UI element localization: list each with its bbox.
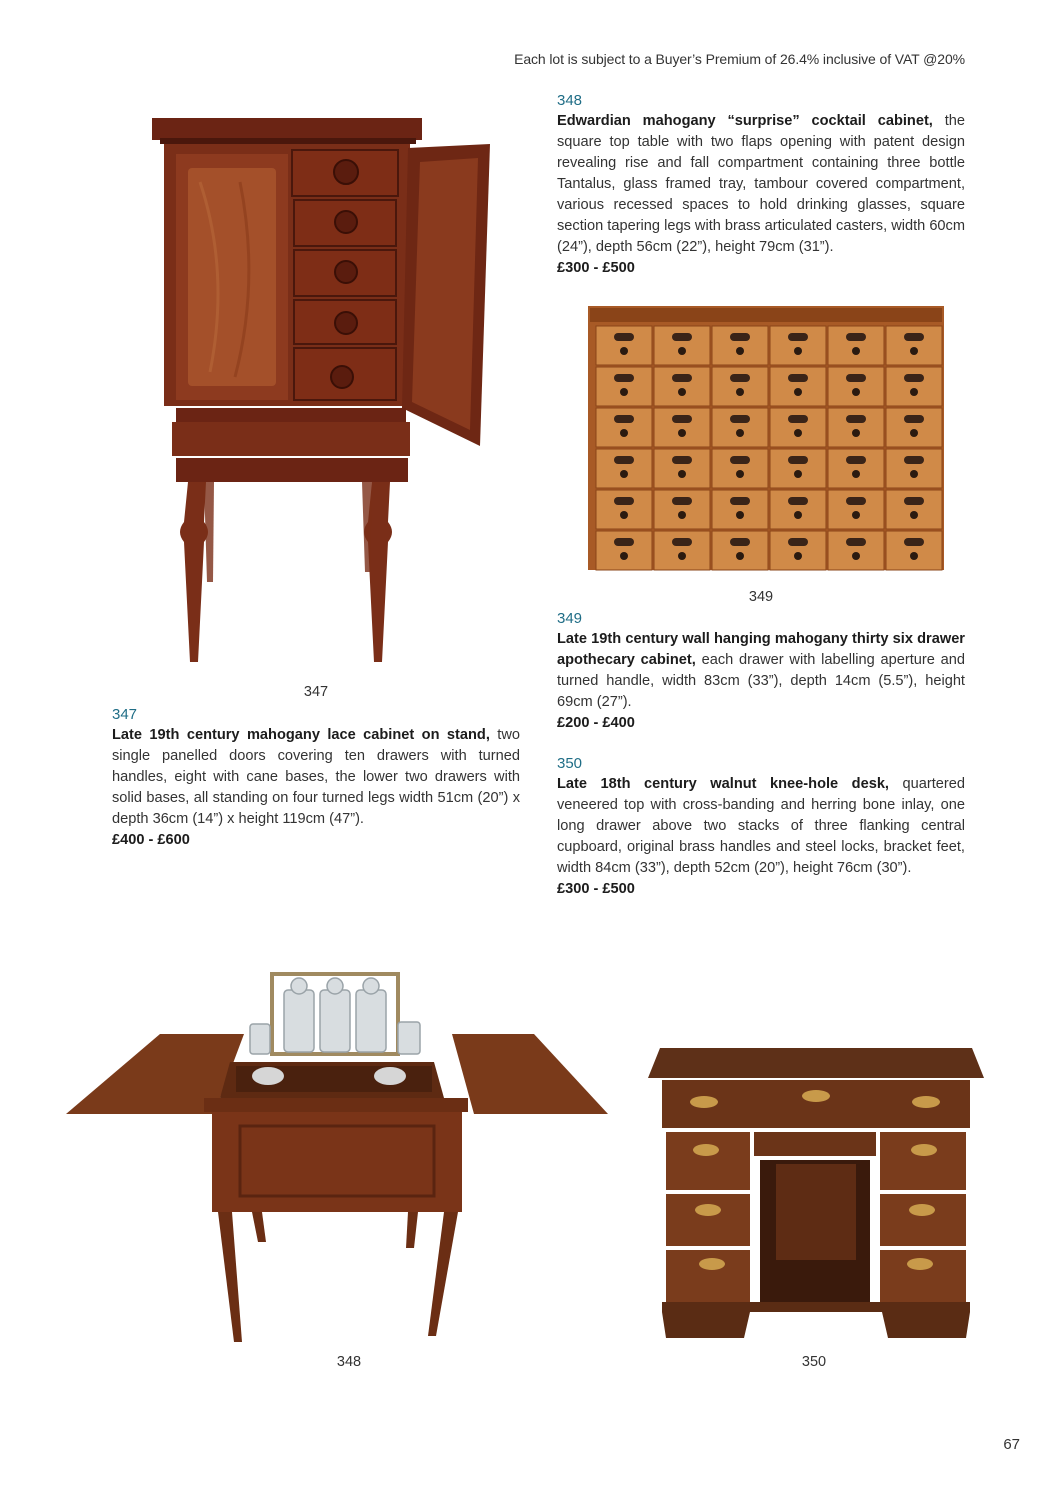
drawer-knob bbox=[620, 552, 628, 560]
drawer-label-aperture bbox=[614, 456, 634, 464]
drawer-knob bbox=[678, 347, 686, 355]
apothecary-drawer bbox=[770, 490, 826, 529]
apothecary-drawer bbox=[712, 367, 768, 406]
drawer-knob bbox=[852, 429, 860, 437]
apothecary-drawer bbox=[596, 531, 652, 570]
drawer-label-aperture bbox=[846, 415, 866, 423]
lot-description: the square top table with two flaps opening with patent design revealing rise and fall compartment containing three bottle Tantalus, glass framed tray, tambour covered compartment, various recessed spaces to hold drinking glasses, square section tapering legs with brass articulated casters, width 60cm (24”), depth 56cm (22”), height 79cm (31”). bbox=[557, 113, 966, 255]
lot-348-photo bbox=[64, 972, 610, 1352]
apothecary-drawer bbox=[654, 408, 710, 447]
apothecary-drawer bbox=[596, 490, 652, 529]
apothecary-cabinet-icon bbox=[588, 306, 946, 572]
apothecary-drawer bbox=[828, 408, 884, 447]
apothecary-drawer bbox=[828, 326, 884, 365]
drawer-knob bbox=[910, 347, 918, 355]
drawer-knob bbox=[794, 511, 802, 519]
drawer-label-aperture bbox=[846, 374, 866, 382]
drawer-knob bbox=[794, 552, 802, 560]
drawer-knob bbox=[678, 552, 686, 560]
drawer-label-aperture bbox=[672, 538, 692, 546]
apothecary-drawer bbox=[712, 490, 768, 529]
drawer-label-aperture bbox=[730, 415, 750, 423]
apothecary-drawer bbox=[770, 449, 826, 488]
drawer-knob bbox=[910, 388, 918, 396]
lot-estimate: £400 - £600 bbox=[112, 832, 190, 848]
drawer-knob bbox=[794, 429, 802, 437]
apothecary-drawer bbox=[712, 449, 768, 488]
apothecary-drawer bbox=[828, 449, 884, 488]
drawer-label-aperture bbox=[672, 415, 692, 423]
drawer-label-aperture bbox=[788, 415, 808, 423]
apothecary-drawer bbox=[828, 531, 884, 570]
drawer-knob bbox=[678, 388, 686, 396]
apothecary-drawer bbox=[770, 531, 826, 570]
apothecary-drawer bbox=[886, 367, 942, 406]
drawer-knob bbox=[736, 347, 744, 355]
drawer-label-aperture bbox=[672, 456, 692, 464]
apothecary-drawer bbox=[712, 326, 768, 365]
apothecary-drawer bbox=[654, 326, 710, 365]
drawer-label-aperture bbox=[730, 333, 750, 341]
lot-description: quartered veneered top with cross-banding and herring bone inlay, one long drawer above two stacks of three flanking central cupboard, original brass handles and steel locks, bracket feet, width 84cm (33”), depth 52cm (20”), height 76cm (30”). bbox=[557, 776, 965, 876]
drawer-label-aperture bbox=[788, 374, 808, 382]
apothecary-drawer bbox=[596, 408, 652, 447]
drawer-label-aperture bbox=[614, 538, 634, 546]
lot-title: Late 18th century walnut knee-hole desk, bbox=[557, 776, 889, 792]
lot-347-entry bbox=[112, 704, 520, 851]
lot-number: 347 bbox=[112, 706, 138, 723]
drawer-knob bbox=[910, 470, 918, 478]
apothecary-drawer bbox=[654, 490, 710, 529]
drawer-knob bbox=[736, 552, 744, 560]
apothecary-drawer bbox=[712, 408, 768, 447]
apothecary-drawer bbox=[886, 449, 942, 488]
lot-number: 349 bbox=[557, 610, 583, 627]
lot-number: 350 bbox=[557, 755, 583, 772]
drawer-knob bbox=[910, 429, 918, 437]
lot-349-photo bbox=[588, 306, 946, 572]
drawer-knob bbox=[794, 470, 802, 478]
lot-estimate: £300 - £500 bbox=[557, 260, 635, 276]
drawer-label-aperture bbox=[730, 497, 750, 505]
drawer-label-aperture bbox=[730, 538, 750, 546]
drawer-knob bbox=[794, 347, 802, 355]
lot-number: 348 bbox=[557, 92, 583, 109]
lot-347-photo bbox=[140, 112, 500, 662]
lot-347-caption: 347 bbox=[303, 684, 329, 700]
drawer-label-aperture bbox=[672, 497, 692, 505]
drawer-label-aperture bbox=[672, 333, 692, 341]
drawer-knob bbox=[910, 552, 918, 560]
lot-title: Late 19th century mahogany lace cabinet on stand, bbox=[112, 727, 490, 743]
drawer-knob bbox=[620, 388, 628, 396]
drawer-label-aperture bbox=[788, 456, 808, 464]
lot-description: each drawer with labelling aperture and turned handle, width 83cm (33”), depth 14cm (5.5”), height 69cm (27”). bbox=[557, 652, 965, 710]
drawer-knob bbox=[736, 388, 744, 396]
lot-title: Edwardian mahogany “surprise” cocktail cabinet, bbox=[557, 113, 933, 129]
lot-349-entry bbox=[557, 608, 965, 734]
apothecary-drawer bbox=[886, 408, 942, 447]
drawer-knob bbox=[678, 429, 686, 437]
drawer-knob bbox=[678, 470, 686, 478]
drawer-label-aperture bbox=[904, 538, 924, 546]
apothecary-drawer bbox=[770, 408, 826, 447]
drawer-label-aperture bbox=[614, 415, 634, 423]
drawer-knob bbox=[736, 470, 744, 478]
drawer-label-aperture bbox=[730, 456, 750, 464]
lot-title: Late 19th century wall hanging mahogany thirty six drawer apothecary cabinet, bbox=[557, 631, 965, 668]
knee-hole-desk-icon bbox=[646, 1046, 986, 1342]
drawer-label-aperture bbox=[904, 374, 924, 382]
lot-350-photo bbox=[646, 1046, 986, 1342]
drawer-label-aperture bbox=[846, 333, 866, 341]
lot-estimate: £300 - £500 bbox=[557, 881, 635, 897]
drawer-knob bbox=[678, 511, 686, 519]
apothecary-drawer bbox=[596, 326, 652, 365]
drawer-knob bbox=[620, 470, 628, 478]
apothecary-drawer bbox=[886, 531, 942, 570]
apothecary-drawer bbox=[886, 490, 942, 529]
lot-350-caption: 350 bbox=[801, 1354, 827, 1370]
drawer-knob bbox=[736, 511, 744, 519]
cabinet-on-stand-icon bbox=[140, 112, 500, 662]
apothecary-drawer bbox=[596, 367, 652, 406]
drawer-label-aperture bbox=[614, 497, 634, 505]
drawer-label-aperture bbox=[904, 456, 924, 464]
apothecary-drawer bbox=[654, 367, 710, 406]
drawer-knob bbox=[910, 511, 918, 519]
lot-estimate: £200 - £400 bbox=[557, 715, 635, 731]
lot-348-entry bbox=[557, 90, 965, 279]
drawer-label-aperture bbox=[730, 374, 750, 382]
drawer-label-aperture bbox=[904, 497, 924, 505]
drawer-label-aperture bbox=[846, 538, 866, 546]
lot-description: two single panelled doors covering ten drawers with turned handles, eight with cane bases, the lower two drawers with solid bases, all standing on four turned legs width 51cm (20”) x depth 36cm (14”) x height 119cm (47”). bbox=[112, 727, 520, 827]
apothecary-drawer bbox=[712, 531, 768, 570]
drawer-knob bbox=[794, 388, 802, 396]
drawer-knob bbox=[620, 347, 628, 355]
apothecary-drawer bbox=[770, 326, 826, 365]
lot-350-entry bbox=[557, 753, 965, 900]
drawer-label-aperture bbox=[788, 333, 808, 341]
drawer-label-aperture bbox=[904, 415, 924, 423]
drawer-knob bbox=[736, 429, 744, 437]
drawer-knob bbox=[852, 388, 860, 396]
apothecary-drawer bbox=[828, 490, 884, 529]
lot-348-caption: 348 bbox=[336, 1354, 362, 1370]
apothecary-drawer bbox=[654, 531, 710, 570]
apothecary-drawer bbox=[596, 449, 652, 488]
buyers-premium-note: Each lot is subject to a Buyer’s Premium of 26.4% inclusive of VAT @20% bbox=[514, 51, 965, 67]
apothecary-drawer bbox=[886, 326, 942, 365]
drawer-knob bbox=[852, 552, 860, 560]
drawer-label-aperture bbox=[672, 374, 692, 382]
drawer-label-aperture bbox=[614, 374, 634, 382]
drawer-label-aperture bbox=[904, 333, 924, 341]
drawer-knob bbox=[620, 511, 628, 519]
page-number: 67 bbox=[1003, 1436, 1020, 1453]
drawer-label-aperture bbox=[788, 538, 808, 546]
apothecary-drawer bbox=[828, 367, 884, 406]
drawer-label-aperture bbox=[614, 333, 634, 341]
drawer-knob bbox=[852, 347, 860, 355]
lot-349-caption: 349 bbox=[748, 589, 774, 605]
drawer-knob bbox=[620, 429, 628, 437]
drawer-label-aperture bbox=[788, 497, 808, 505]
drawer-label-aperture bbox=[846, 456, 866, 464]
cocktail-cabinet-icon bbox=[64, 972, 610, 1352]
drawer-knob bbox=[852, 470, 860, 478]
drawer-label-aperture bbox=[846, 497, 866, 505]
apothecary-drawer bbox=[654, 449, 710, 488]
apothecary-drawer bbox=[770, 367, 826, 406]
drawer-knob bbox=[852, 511, 860, 519]
